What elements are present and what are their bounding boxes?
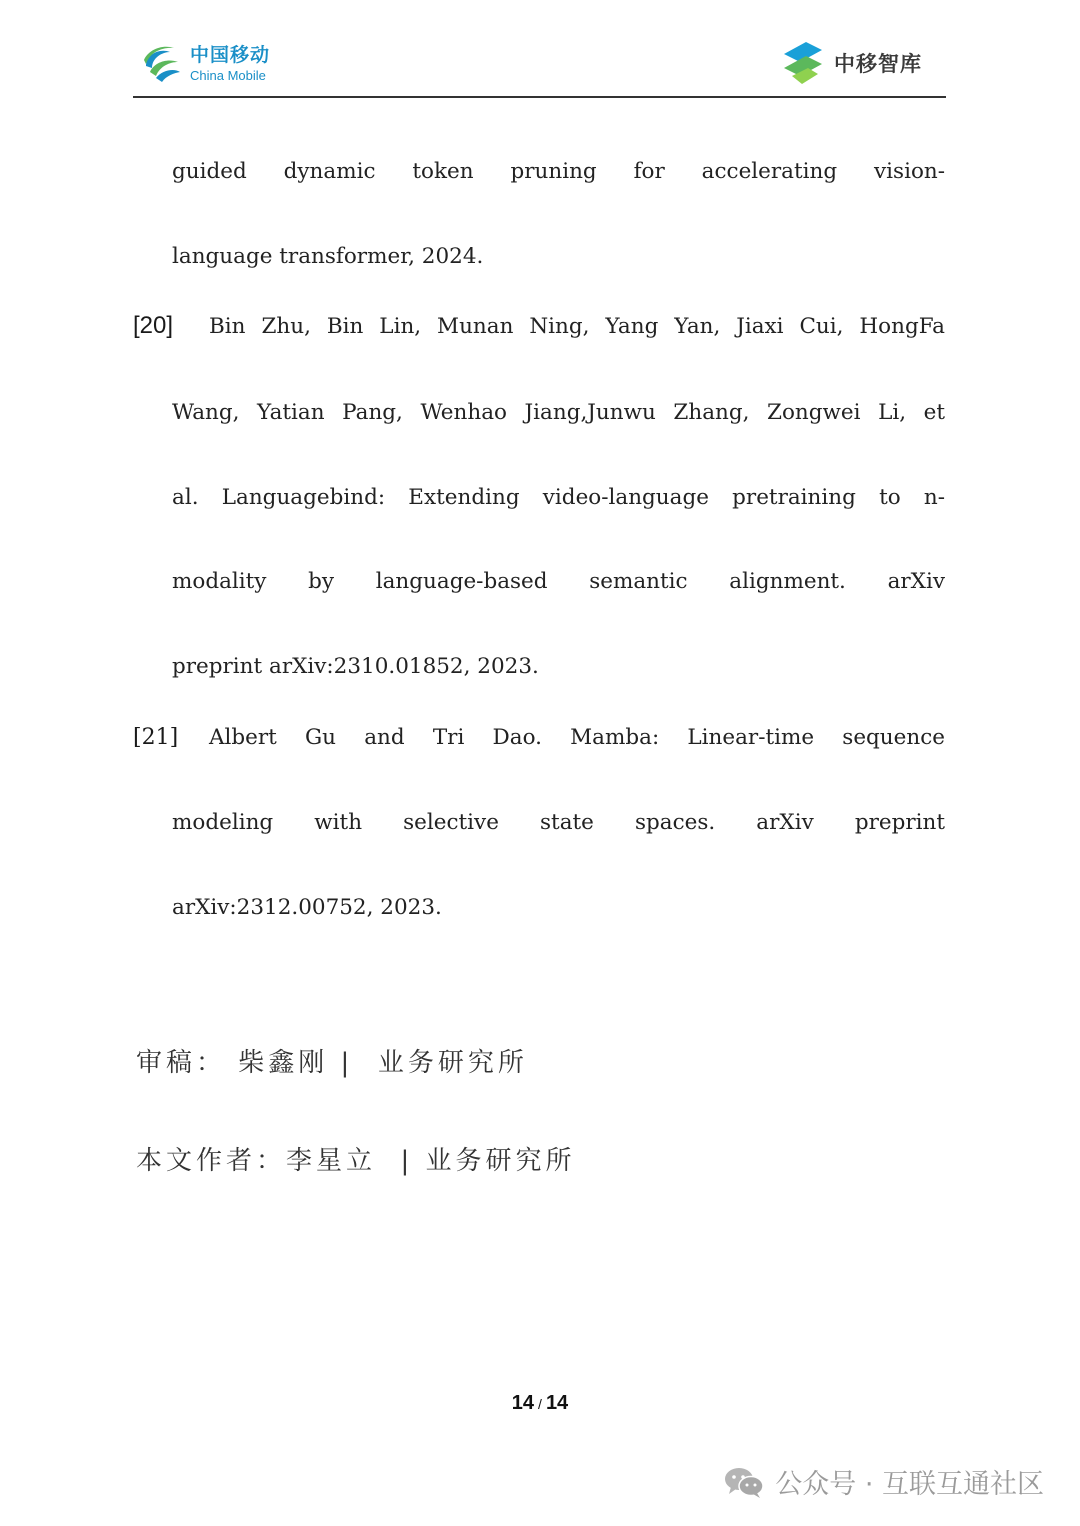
china-mobile-en-label: China Mobile (190, 68, 266, 83)
reference-line: guided dynamic token pruning for accelerating vision- (172, 159, 945, 184)
reference-line: Bin Zhu, Bin Lin, Munan Ning, Yang Yan, Jiaxi Cui, HongFa (209, 314, 945, 339)
reference-line: preprint arXiv:2310.01852, 2023. (172, 654, 539, 679)
reference-line: modeling with selective state spaces. arXiv preprint (172, 810, 945, 835)
wechat-icon (723, 1465, 765, 1499)
author-credit (136, 1144, 576, 1178)
reference-line: al. Languagebind: Extending video-language pretraining to n- (172, 485, 945, 510)
reference-line: Albert Gu and Tri Dao. Mamba: Linear-time sequence (209, 725, 945, 750)
page-current: 14 (511, 1392, 535, 1414)
author-credit-text: 本文作者：李星立 | 业务研究所 (136, 1146, 576, 1176)
reference-number-20: [20] (133, 312, 174, 339)
china-mobile-cn-label: 中国移动 (190, 44, 271, 66)
reviewer-credit-text: 审稿： 柴鑫刚 | 业务研究所 (136, 1048, 528, 1078)
reference-line: modality by language-based semantic alignment. arXiv (172, 569, 945, 594)
zhongyi-zhiku-logo (778, 38, 922, 88)
reference-line: arXiv:2312.00752, 2023. (172, 895, 442, 920)
china-mobile-logo (140, 40, 270, 88)
reference-line: Wang, Yatian Pang, Wenhao Jiang,Junwu Zhang, Zongwei Li, et (172, 400, 945, 425)
china-mobile-logo-icon (140, 42, 184, 86)
watermark-text: 公众号 · 互联互通社区 (775, 1469, 1044, 1500)
page-separator: / (538, 1396, 542, 1412)
wechat-watermark (723, 1462, 1044, 1501)
page-total: 14 (545, 1392, 569, 1414)
zhongyi-zhiku-logo-icon (778, 38, 828, 88)
reference-line: language transformer, 2024. (172, 244, 484, 269)
header-divider (133, 96, 946, 98)
reference-number-21: [21] (133, 725, 179, 750)
page-number (0, 1392, 1080, 1415)
zhongyi-zhiku-name: 中移智库 (834, 52, 922, 76)
page-header (0, 0, 1080, 100)
reviewer-credit (136, 1046, 528, 1080)
